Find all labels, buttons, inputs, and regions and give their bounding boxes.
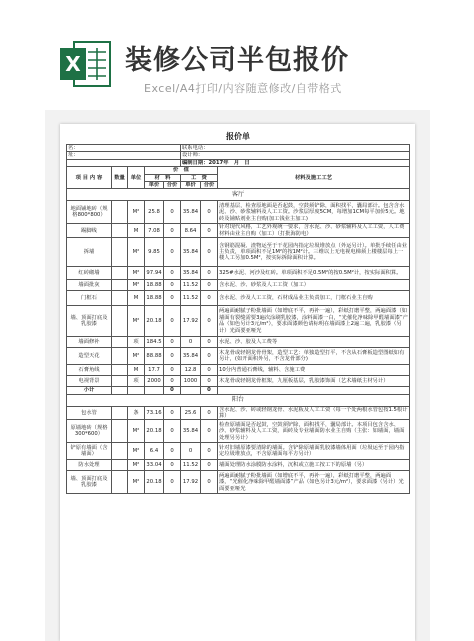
col-item: 项 目 内 容 [67,167,112,189]
row-process: 含水泥、沙、砖或轻钢龙骨、水泥板及人工工资（每一个处两根水管包按1.5根计算） [219,406,408,420]
row-material-total: 0 [164,291,181,306]
row-qty [112,365,128,376]
table-row [67,406,410,420]
row-item: 踢脚线 [67,224,112,238]
row-qty [112,471,128,494]
row-process: 木龙骨或轻钢龙骨框架，九厘板基层，乳胶漆饰面（艺术墙纸主材另计） [218,376,410,387]
row-material-price: 18.88 [145,291,164,306]
col-material-total: 合价 [164,182,181,189]
row-labor-price: 35.84 [181,267,201,280]
row-qty [112,224,128,238]
page-title: 装修公司半包报价 [125,45,349,76]
row-labor-total: 0 [201,306,218,337]
row-material-total: 0 [164,406,181,420]
row-material-price: 2000 [145,376,164,387]
row-item: 石膏角线 [67,365,112,376]
quote-table [66,130,410,494]
row-material-total: 0 [164,337,181,348]
col-labor: 工 资 [181,174,218,181]
row-labor-total: 0 [201,280,218,291]
col-price: 价 值 [145,167,218,174]
row-process: 两遍面耐腻子粉批墙面（如增底不平，再补一遍），彩纸打磨平整，两遍面漆（如墙面有裂缝需要3遍次涂刷乳胶漆，涂料面漆一白，“光催化净味除甲醛墙面漆”产品（如色另计3元/m²），要求面漆颜色请标明在墙面漆上2遍二遍，乳胶漆（另计）光面要亚哑光 [218,306,410,337]
row-process: 针对现代风格，工艺外观统一要求，含水泥、沙、砂浆辅料及人工工资，人工费材料由业主自购（加工）（打批海防电） [218,224,410,238]
row-unit: M² [128,460,145,471]
row-material-total: 0 [164,420,181,443]
subtotal-blank [128,387,145,394]
table-row [67,291,410,306]
sheet-preview [45,110,430,641]
row-labor-total: 0 [201,443,218,460]
row-material-total: 0 [164,224,181,238]
row-process: 两遍面耐腻子粉批墙面（如增底不平，再补一遍），彩纸打磨平整，两遍面漆，“光催化净味除甲醛墙面漆”产品（如色另计3元/m²），要求面漆（另计）光面要亚哑光 [218,471,410,494]
row-process: 含水泥、沙及人工工资，石材成品业主负责加工，门框石业主自购 [218,291,410,306]
row-labor-total: 0 [201,238,218,267]
row-unit: M² [128,238,145,267]
row-material-price: 73.16 [145,406,164,420]
row-qty [112,443,128,460]
row-labor-price: 8.64 [181,224,201,238]
table-row [67,267,410,280]
row-material-total: 0 [164,348,181,365]
table-row [67,443,410,460]
row-material-total: 0 [164,365,181,376]
row-labor-total: 0 [201,460,218,471]
subtotal-material: 0 [164,387,181,394]
row-labor-total: 0 [201,348,218,365]
row-material-price: 97.94 [145,267,164,280]
blank-cell [67,159,181,166]
row-material-price: 88.88 [145,348,164,365]
row-material-price: 20.18 [145,420,164,443]
row-material-total: 0 [164,267,181,280]
row-unit: M² [128,471,145,494]
row-material-total: 0 [164,376,181,387]
col-material-unit-price: 单价 [145,182,164,189]
sheet-title: 报价单 [226,131,250,141]
row-material-total: 0 [164,280,181,291]
row-qty [112,280,128,291]
subtotal-blank [181,387,201,394]
row-unit: M [128,224,145,238]
row-unit: M [128,291,145,306]
row-item: 墙、顶面打底及乳胶漆 [67,471,112,494]
quote-sheet [60,124,415,641]
row-qty [112,201,128,224]
section-living: 客厅 [67,189,410,201]
row-labor-total: 0 [201,201,218,224]
row-labor-total: 0 [201,365,218,376]
col-unit: 单位 [128,167,145,189]
row-labor-price: 12.8 [181,365,201,376]
col-material: 材 料 [145,174,181,181]
row-labor-total: 0 [201,224,218,238]
row-process: 10分内普通石膏线，辅料、含施工费 [218,365,410,376]
row-unit: 条 [128,406,145,420]
row-labor-price: 11.52 [181,280,201,291]
row-process: 325#水泥、河沙及红砖。单项面积不足0.5M²的按0.5M²计，按实际面积算。 [218,267,410,280]
table-row [67,471,410,494]
row-qty [112,420,128,443]
row-labor-price: 35.84 [181,348,201,365]
subtotal-blank [112,387,128,394]
table-row [67,365,410,376]
row-unit: 项 [128,337,145,348]
phone-label: 联系电话： [181,145,410,152]
row-labor-total: 0 [201,376,218,387]
row-qty [112,460,128,471]
row-unit: M² [128,443,145,460]
row-item: 墙面批灰 [67,280,112,291]
row-item: 防水处理 [67,460,112,471]
row-process: 墙面处理防水涂膜防水涂料，沉积或立施工按工下的原墙（另） [218,460,410,471]
table-row [67,348,410,365]
row-unit: M² [128,267,145,280]
row-unit: M² [128,348,145,365]
row-item: 门框石 [67,291,112,306]
row-material-price: 20.18 [145,306,164,337]
row-unit: M² [128,420,145,443]
row-material-total: 0 [164,201,181,224]
table-row [67,376,410,387]
row-material-total: 0 [164,306,181,337]
row-labor-price: 35.84 [181,201,201,224]
row-item: 铲原有墙面（含墙面） [67,443,112,460]
row-process: 清理基层，检查原地面是否起鼓，空鼓须铲除，面积找平，囊局部计。包含含水泥、沙、砂浆辅料及人工工资。沙浆层厚度5CM，每增加1CM每平加价5元。地砖及铺贴剂业主自购(加工钱业主加工) [218,201,410,224]
row-item: 造型天花 [67,348,112,365]
row-labor-price: 1000 [181,376,201,387]
row-labor-total: 0 [201,291,218,306]
row-unit: M² [128,306,145,337]
col-labor-unit-price: 单价 [181,182,201,189]
row-process: 水泥、沙、胶及人工费等 [218,337,410,348]
row-process: 含钢筋混凝、渣物运至于干花园内指定垃圾堆放点（外运另计）。单批手续任由业主负责，单项面积不足1M²的按1M²计。三维以上无电视电梯须上楼楼层每上一楼人工另加0.5M²，按实际拆除面积计算。 [218,238,410,267]
address-label: 址： [67,152,181,159]
row-item: 电视背景 [67,376,112,387]
table-row [67,306,410,337]
row-qty [112,291,128,306]
row-material-price: 17.7 [145,365,164,376]
row-material-price: 7.08 [145,224,164,238]
table-row [67,337,410,348]
row-material-price: 25.8 [145,201,164,224]
row-item: 原墙地砖（规格300*600） [67,420,112,443]
row-labor-price: 0 [181,443,201,460]
row-qty [112,348,128,365]
subtotal-blank [218,387,410,394]
subtotal-label: 小计 [67,387,112,394]
row-item: 地面铺地砖（规格800*800） [67,201,112,224]
designer-label: 设计师： [181,152,410,159]
svg-text:X: X [65,52,81,76]
row-material-total: 0 [164,238,181,267]
row-labor-price: 17.92 [181,306,201,337]
row-qty [112,337,128,348]
table-row [67,201,410,224]
row-qty [112,376,128,387]
row-process: 检查原墙面是否起鼓，空鼓须铲除，面积找平，囊局部计。本项目包含含水、沙、砂浆辅料及人工工资，面砖及专业墙面防水业主自购（主张：如墙面，墙面处理另另计） [218,420,410,443]
table-row [67,280,410,291]
row-unit: M² [128,201,145,224]
row-labor-total: 0 [201,420,218,443]
row-material-total: 0 [164,443,181,460]
row-qty [112,306,128,337]
page-subtitle: Excel/A4打印/内容随意修改/自带格式 [144,82,342,95]
subtotal-row [67,387,410,394]
row-labor-total: 0 [201,267,218,280]
row-material-price: 20.18 [145,471,164,494]
row-labor-total: 0 [201,337,218,348]
row-labor-total: 0 [201,471,218,494]
section-balcony: 阳台 [67,394,410,406]
row-labor-price: 35.84 [181,238,201,267]
row-labor-price: 11.52 [181,460,201,471]
name-label: 名： [67,145,181,152]
row-labor-price: 25.6 [181,406,201,420]
row-item: 拆墙 [67,238,112,267]
row-labor-price: 17.92 [181,471,201,494]
row-material-price: 184.5 [145,337,164,348]
row-process: 针对旧墙原漆要清除的墙面。含铲除原墙面乳胶漆墙体用面（垃圾运至于园内指定垃圾堆放点，不含原墙面每平方另计） [218,443,410,460]
table-row [67,420,410,443]
row-item: 红砖砌墙 [67,267,112,280]
subtotal-blank [145,387,164,394]
row-material-price: 6.4 [145,443,164,460]
row-unit: M² [128,280,145,291]
row-item: 墙、顶面打底及乳胶漆 [67,306,112,337]
row-qty [112,267,128,280]
row-process: 含水泥、沙、砂浆及人工工资（加工） [218,280,410,291]
subtotal-labor: 0 [201,387,218,394]
table-row [67,224,410,238]
row-labor-price: 11.52 [181,291,201,306]
excel-icon [58,38,112,90]
row-material-total: 0 [164,471,181,494]
row-material-price: 33.04 [145,460,164,471]
row-qty [112,238,128,267]
row-labor-price: 0 [181,337,201,348]
row-qty [112,406,128,420]
row-material-total: 0 [164,460,181,471]
col-labor-total: 合价 [201,182,218,189]
row-material-price: 9.85 [145,238,164,267]
row-process: 木龙骨或轻钢龙骨骨架，造型工艺：单独造型打平，不含从石膏板造型图纸如有另计，(如开面积外另，不含龙骨部分) [218,348,410,365]
row-labor-price: 35.84 [181,420,201,443]
col-qty: 数量 [112,167,128,189]
col-process: 材料及施工工艺 [218,167,410,189]
table-row [67,460,410,471]
date-label: 编制日期：2017年 月 日 [181,159,410,166]
page-header [0,0,474,110]
row-item: 墙面修补 [67,337,112,348]
row-labor-total: 0 [201,406,218,420]
row-item: 包水管 [67,406,112,420]
row-unit: 项 [128,376,145,387]
row-material-price: 18.88 [145,280,164,291]
table-row [67,238,410,267]
row-unit: M [128,365,145,376]
